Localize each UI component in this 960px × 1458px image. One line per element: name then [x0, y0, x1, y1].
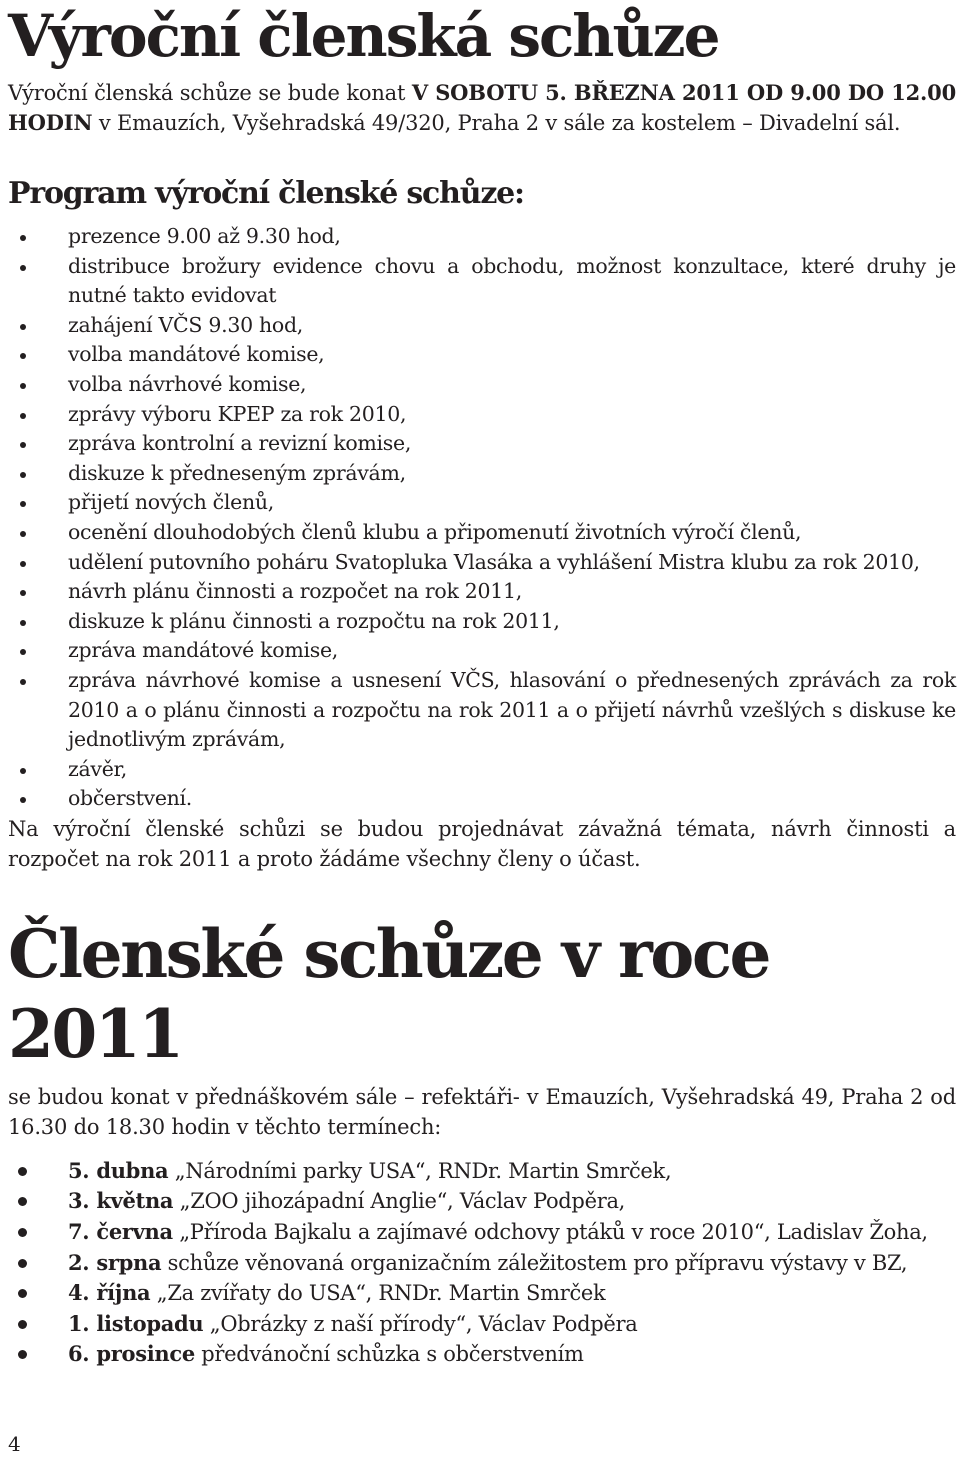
schedule-item	[68, 1217, 956, 1248]
page-number: 4	[8, 1432, 21, 1456]
schedule-date: 4. října	[68, 1280, 151, 1306]
section-title-2011: Členské schůze v roce 2011	[8, 914, 769, 1073]
document-page	[8, 0, 956, 1370]
program-item: občerstvení.	[68, 784, 956, 814]
page-title: Výroční členská schůze	[8, 2, 719, 70]
program-list	[8, 222, 956, 814]
program-heading: Program výroční členské schůze:	[8, 176, 524, 211]
program-item: zprávy výboru KPEP za rok 2010,	[68, 400, 956, 430]
program-item: návrh plánu činnosti a rozpočet na rok 2011,	[68, 577, 956, 607]
schedule-date: 3. května	[68, 1188, 174, 1214]
schedule-topic: schůze věnovaná organizačním záležitostem pro přípravu výstavy v BZ,	[161, 1250, 908, 1275]
schedule-list	[8, 1156, 956, 1370]
schedule-topic: „ZOO jihozápadní Anglie“, Václav Podpěra,	[173, 1189, 626, 1214]
schedule-topic: „Národními parky USA“, RNDr. Martin Smrček,	[168, 1158, 672, 1183]
program-item: volba návrhové komise,	[68, 370, 956, 400]
intro-text-after: v Emauzích, Vyšehradská 49/320, Praha 2 v sále za kostelem – Divadelní sál.	[92, 111, 901, 135]
closing-paragraph: Na výroční členské schůzi se budou projednávat závažná témata, návrh činnosti a rozpočet na rok 2011 a proto žádáme všechny členy o účast.	[8, 816, 956, 871]
schedule-topic: „Za zvířaty do USA“, RNDr. Martin Smrček	[150, 1281, 606, 1306]
schedule-item	[68, 1309, 956, 1340]
program-item: diskuze k plánu činnosti a rozpočtu na rok 2011,	[68, 607, 956, 637]
schedule-date: 2. srpna	[68, 1249, 162, 1275]
schedule-item	[68, 1339, 956, 1370]
intro-date-bold: V SOBOTU 5. BŘEZNA 2011 OD 9.00 DO 12.00 HODIN	[8, 80, 956, 135]
program-item: volba mandátové komise,	[68, 340, 956, 370]
program-item: zpráva kontrolní a revizní komise,	[68, 429, 956, 459]
program-item: zpráva mandátové komise,	[68, 636, 956, 666]
schedule-intro-paragraph: se budou konat v přednáškovém sále – refektáři- v Emauzích, Vyšehradská 49, Praha 2 od 16.30 do 18.30 hodin v těchto termínech:	[8, 1084, 956, 1139]
program-item: diskuze k předneseným zprávám,	[68, 459, 956, 489]
schedule-item	[68, 1278, 956, 1309]
meeting-intro-paragraph	[8, 78, 956, 138]
schedule-date: 5. dubna	[68, 1157, 169, 1183]
program-item: udělení putovního poháru Svatopluka Vlasáka a vyhlášení Mistra klubu za rok 2010,	[68, 548, 956, 578]
schedule-date: 1. listopadu	[68, 1310, 204, 1336]
program-item: závěr,	[68, 755, 956, 785]
schedule-date: 7. června	[68, 1219, 173, 1245]
intro-text-before: Výroční členská schůze se bude konat	[8, 81, 412, 105]
program-item: prezence 9.00 až 9.30 hod,	[68, 222, 956, 252]
schedule-item	[68, 1248, 956, 1279]
schedule-date: 6. prosince	[68, 1341, 195, 1367]
schedule-topic: „Příroda Bajkalu a zajímavé odchovy ptáků v roce 2010“, Ladislav Žoha,	[172, 1220, 928, 1245]
program-item: přijetí nových členů,	[68, 488, 956, 518]
schedule-item	[68, 1156, 956, 1187]
schedule-topic: „Obrázky z naší přírody“, Václav Podpěra	[203, 1311, 638, 1336]
schedule-topic: předvánoční schůzka s občerstvením	[194, 1342, 584, 1367]
program-item: ocenění dlouhodobých členů klubu a připomenutí životních výročí členů,	[68, 518, 956, 548]
program-item: zpráva návrhové komise a usnesení VČS, hlasování o přednesených zprávách za rok 2010 a o plánu činnosti a rozpočtu na rok 2011 a o přijetí návrhů vzešlých s diskuse ke jednotlivým zprávám,	[68, 666, 956, 755]
schedule-item	[68, 1186, 956, 1217]
program-item: distribuce brožury evidence chovu a obchodu, možnost konzultace, které druhy je nutné takto evidovat	[68, 252, 956, 311]
program-item: zahájení VČS 9.30 hod,	[68, 311, 956, 341]
